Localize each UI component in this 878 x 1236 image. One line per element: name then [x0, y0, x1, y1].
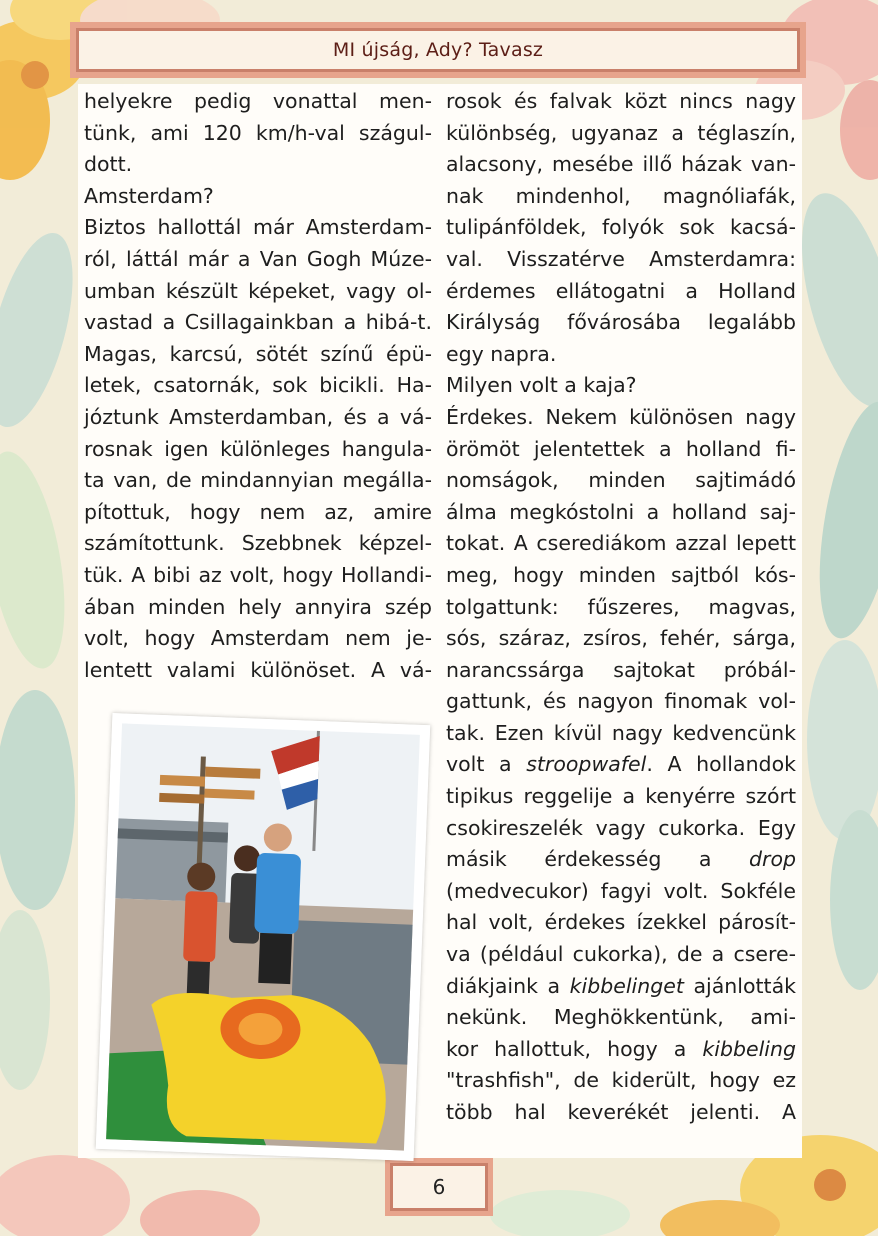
- text-segment: . A hollandok: [646, 752, 796, 777]
- text-segment: val. Visszatérve Amsterdamra:: [446, 246, 796, 271]
- text-line: [446, 1034, 796, 1066]
- text-line: tük. A bibi az volt, hogy Hollandi-: [84, 562, 432, 587]
- text-line: [446, 497, 796, 529]
- header-banner: [70, 22, 806, 78]
- text-line: [446, 528, 796, 560]
- text-line: [446, 1065, 796, 1097]
- text-segment: meg, hogy minden sajtból kós-: [446, 562, 796, 587]
- text-segment: örömöt jelentettek a holland fi-: [446, 436, 796, 461]
- text-segment: Milyen volt a kaja?: [446, 373, 637, 398]
- text-line: [446, 592, 796, 624]
- italic-term: drop: [749, 847, 796, 872]
- text-segment: nak mindenhol, magnóliafák,: [446, 183, 796, 208]
- text-line: [446, 149, 796, 181]
- text-line: Magas, karcsú, sötét színű épü-: [84, 341, 432, 366]
- italic-term: stroopwafel: [526, 752, 647, 777]
- text-line: [446, 370, 796, 402]
- text-line: [446, 939, 796, 971]
- text-segment: (medvecukor) fagyi volt. Sokféle: [446, 878, 796, 903]
- text-line: [446, 876, 796, 908]
- text-line: [446, 813, 796, 845]
- text-segment: hal volt, érdekes ízekkel párosít-: [446, 910, 796, 935]
- right-text-column: [446, 86, 796, 1129]
- text-segment: másik érdekesség a: [446, 847, 749, 872]
- text-segment: tak. Ezen kívül nagy kedvencünk: [446, 720, 796, 745]
- text-line: [446, 339, 796, 371]
- text-segment: több hal keverékét jelenti. A: [446, 1100, 796, 1124]
- text-line: [446, 307, 796, 339]
- text-line: [446, 655, 796, 687]
- text-line: volt, hogy Amsterdam nem je-: [84, 626, 432, 651]
- text-line: [446, 118, 796, 150]
- text-segment: tokat. A cserediákom azzal lepett: [446, 531, 796, 556]
- text-line: lentett valami különöset. A vá-: [84, 657, 432, 682]
- text-line: [446, 402, 796, 434]
- text-line: pítottuk, hogy nem az, amire: [84, 499, 432, 524]
- text-line: dott.: [84, 152, 133, 177]
- text-segment: nekünk. Meghökkentünk, ami-: [446, 1005, 796, 1030]
- text-segment: Érdekes. Nekem különösen nagy: [446, 404, 796, 429]
- text-segment: narancssárga sajtokat próbál-: [446, 657, 796, 682]
- left-text-column: [84, 86, 432, 686]
- text-line: [446, 686, 796, 718]
- text-line: umban készült képeket, vagy ol-: [84, 278, 432, 303]
- text-line: [446, 1002, 796, 1034]
- text-segment: tipikus reggelije a kenyérre szórt: [446, 784, 796, 809]
- text-segment: egy napra.: [446, 341, 557, 366]
- text-line: Biztos hallottál már Amsterdam-: [84, 215, 432, 240]
- page-number: 6: [390, 1163, 488, 1211]
- text-line: [446, 718, 796, 750]
- text-line: [446, 907, 796, 939]
- text-line: ta van, de mindannyian megálla-: [84, 468, 432, 493]
- text-line: [446, 86, 796, 118]
- text-segment: különbség, ugyanaz a téglaszín,: [446, 120, 796, 145]
- text-line: [446, 749, 796, 781]
- italic-term: kibbeling: [702, 1036, 796, 1061]
- text-line: [446, 181, 796, 213]
- text-line: [446, 212, 796, 244]
- text-segment: álma megkóstolni a holland saj-: [446, 499, 796, 524]
- text-segment: sós, száraz, zsíros, fehér, sárga,: [446, 626, 796, 651]
- italic-term: kibbelinget: [569, 973, 684, 998]
- text-line: [446, 244, 796, 276]
- text-segment: "trashfish", de kiderült, hogy ez: [446, 1068, 796, 1093]
- text-segment: rosok és falvak közt nincs nagy: [446, 89, 796, 113]
- text-segment: érdemes ellátogatni a Holland: [446, 278, 796, 303]
- text-segment: csokireszelék vagy cukorka. Egy: [446, 815, 796, 840]
- text-line: [446, 560, 796, 592]
- text-line: rosnak igen különleges hangula-: [84, 436, 432, 461]
- text-segment: tolgattunk: fűszeres, magvas,: [446, 594, 796, 619]
- text-line: Amsterdam?: [84, 183, 214, 208]
- page-title: MI újság, Ady? Tavasz: [76, 28, 800, 72]
- text-line: [446, 434, 796, 466]
- text-line: letek, csatornák, sok bicikli. Ha-: [84, 373, 432, 398]
- text-segment: ajánlották: [683, 973, 796, 998]
- text-line: [446, 971, 796, 1003]
- text-segment: va (például cukorka), de a csere-: [446, 942, 796, 967]
- text-line: helyekre pedig vonattal men-: [84, 89, 432, 113]
- text-segment: gattunk, és nagyon finomak vol-: [446, 689, 796, 714]
- text-line: vastad a Csillagainkban a hibá-t.: [84, 310, 432, 335]
- text-line: tünk, ami 120 km/h-val szágul-: [84, 120, 432, 145]
- page-number-box: [385, 1158, 493, 1216]
- text-line: ról, láttál már a Van Gogh Múze-: [84, 246, 432, 271]
- text-line: ában minden hely annyira szép: [84, 594, 432, 619]
- text-line: számítottunk. Szebbnek képzel-: [84, 531, 432, 556]
- text-segment: alacsony, mesébe illő házak van-: [446, 152, 796, 177]
- text-segment: nomságok, minden sajtimádó: [446, 468, 796, 493]
- text-line: [446, 623, 796, 655]
- text-line: [446, 781, 796, 813]
- text-line: józtunk Amsterdamban, és a vá-: [84, 404, 432, 429]
- text-line: [446, 1097, 796, 1129]
- text-line: [446, 844, 796, 876]
- text-segment: kor hallottuk, hogy a: [446, 1036, 703, 1061]
- students-with-wooden-clog-photo: [96, 713, 431, 1161]
- text-segment: tulipánföldek, folyók sok kacsá-: [446, 215, 796, 240]
- text-segment: Királyság fővárosába legalább: [446, 310, 796, 335]
- text-segment: volt a: [446, 752, 527, 777]
- text-line: [446, 276, 796, 308]
- text-segment: diákjaink a: [446, 973, 570, 998]
- text-line: [446, 465, 796, 497]
